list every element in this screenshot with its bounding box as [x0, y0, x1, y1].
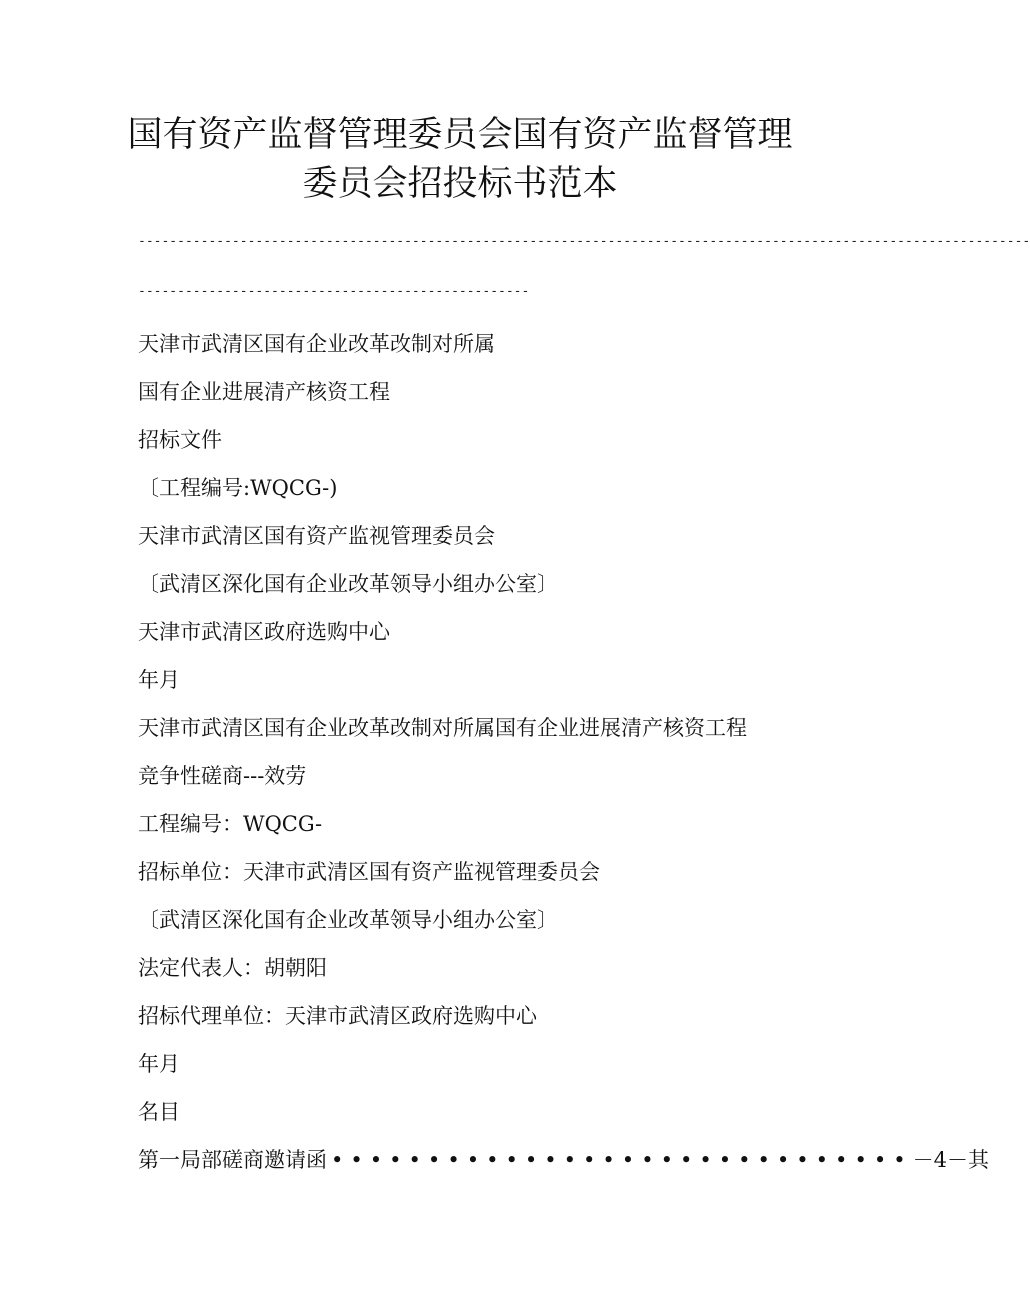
- separator-line-2: --------------------------------------------------: [138, 284, 530, 299]
- text-line: 〔武清区深化国有企业改革领导小组办公室〕: [138, 572, 558, 596]
- text-line: 年月: [138, 1052, 180, 1076]
- text-line: 〔武清区深化国有企业改革领导小组办公室〕: [138, 908, 558, 932]
- text-line: 年月: [138, 668, 180, 692]
- toc-entry-label: 第一局部磋商邀请函: [138, 1148, 327, 1172]
- document-title-line-2: 委员会招投标书范本: [302, 164, 618, 204]
- text-line: 法定代表人：胡朝阳: [138, 956, 327, 980]
- text-line: 招标文件: [138, 428, 222, 452]
- toc-entry-page: －4－其: [912, 1148, 989, 1172]
- text-line: 工程编号：WQCG-: [138, 812, 323, 836]
- text-line: 天津市武清区国有企业改革改制对所属国有企业进展清产核资工程: [138, 716, 747, 740]
- text-line: 招标单位：天津市武清区国有资产监视管理委员会: [138, 860, 600, 884]
- toc-entry-leader-dots: ••••••••••••••••••••••••••••••: [331, 1148, 913, 1172]
- text-line: 天津市武清区国有企业改革改制对所属: [138, 332, 495, 356]
- toc-heading: 名目: [138, 1100, 180, 1124]
- text-line: 竞争性磋商---效劳: [138, 764, 307, 788]
- text-line: 招标代理单位：天津市武清区政府选购中心: [138, 1004, 537, 1028]
- text-line: 国有企业进展清产核资工程: [138, 380, 390, 404]
- toc-entry[interactable]: [138, 1148, 989, 1172]
- text-line: 天津市武清区政府选购中心: [138, 620, 390, 644]
- text-line: 天津市武清区国有资产监视管理委员会: [138, 524, 495, 548]
- separator-line-1: ------------------------------------------------------------------------------------------------------------------: [138, 234, 1030, 249]
- document-title-line-1: 国有资产监督管理委员会国有资产监督管理: [127, 115, 793, 155]
- text-line: 〔工程编号:WQCG-): [138, 476, 338, 500]
